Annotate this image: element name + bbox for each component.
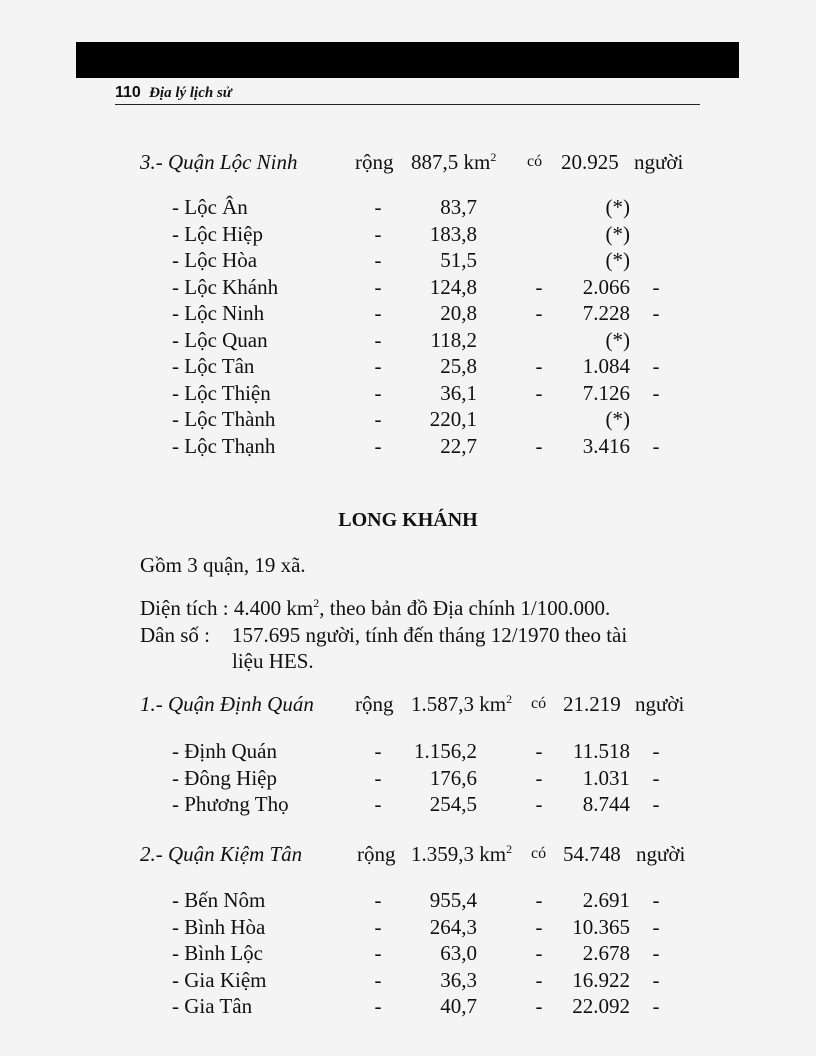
commune-area: 83,7	[440, 195, 477, 219]
trailing-separator: -	[652, 888, 660, 912]
commune-area: 220,1	[429, 407, 477, 431]
area-separator: -	[374, 914, 382, 939]
pop-separator: -	[535, 739, 543, 763]
commune-name: - Phương Thọ	[172, 792, 289, 816]
commune-population: 1.031	[582, 765, 630, 790]
commune-population: 8.744	[582, 792, 630, 816]
commune-name: - Bình Hòa	[172, 914, 266, 939]
district-area: 1.587,3 $km^2$	[411, 692, 513, 716]
pop-separator: -	[535, 792, 543, 816]
commune-area: 264,3	[429, 914, 477, 939]
trailing-separator: -	[652, 994, 660, 1018]
commune-name: - Gia Kiệm	[172, 967, 267, 992]
area-separator: -	[374, 888, 382, 912]
commune-population: 1.084	[582, 354, 630, 378]
commune-population: 3.416	[582, 433, 630, 458]
commune-name: - Bình Lộc	[172, 941, 263, 965]
commune-area: 22,7	[440, 433, 477, 458]
commune-population: (*)	[605, 327, 630, 352]
commune-area: 51,5	[440, 248, 477, 272]
commune-population: 22.092	[572, 994, 630, 1018]
commune-population: 16.922	[572, 967, 630, 992]
commune-area: 183,8	[429, 221, 477, 246]
district-population: 54.748	[563, 842, 621, 866]
pop-separator: -	[535, 274, 543, 299]
commune-name: - Đông Hiệp	[172, 765, 277, 790]
commune-population: 11.518	[573, 739, 630, 763]
commune-name: - Lộc Ninh	[172, 301, 265, 325]
commune-population: (*)	[605, 195, 630, 219]
area-separator: -	[374, 274, 382, 299]
commune-area: 63,0	[440, 941, 477, 965]
header-rule	[115, 104, 700, 105]
pop-separator: -	[535, 941, 543, 965]
province-pop-label: Dân số :	[140, 623, 210, 647]
trailing-separator: -	[652, 914, 660, 939]
commune-area: 40,7	[440, 994, 477, 1018]
district-heading-loc-ninh: 3.- Quận Lộc Ninh	[140, 150, 298, 174]
area-separator: -	[374, 380, 382, 405]
commune-name: - Lộc Hòa	[172, 248, 258, 272]
area-separator: -	[374, 248, 382, 272]
area-separator: -	[374, 941, 382, 965]
commune-population: (*)	[605, 248, 630, 272]
page-number: 110	[115, 84, 141, 101]
commune-area: 25,8	[440, 354, 477, 378]
district-pop-unit: người	[634, 150, 684, 174]
commune-population: 2.678	[582, 941, 630, 965]
pop-separator: -	[535, 888, 543, 912]
area-separator: -	[374, 301, 382, 325]
province-summary: Gồm 3 quận, 19 xã.	[140, 553, 306, 577]
pop-separator: -	[535, 354, 543, 378]
running-header	[115, 82, 232, 102]
district-population: 20.925	[561, 150, 619, 174]
district-area-prefix: rộng	[355, 692, 394, 716]
pop-separator: -	[535, 994, 543, 1018]
commune-name: - Lộc Ân	[172, 195, 248, 219]
trailing-separator: -	[652, 739, 660, 763]
trailing-separator: -	[652, 941, 660, 965]
commune-area: 20,8	[440, 301, 477, 325]
area-separator: -	[374, 195, 382, 219]
area-separator: -	[374, 221, 382, 246]
district-population: 21.219	[563, 692, 621, 716]
commune-area: 1.156,2	[414, 739, 477, 763]
commune-population: (*)	[605, 221, 630, 246]
district-pop-unit: người	[636, 842, 686, 866]
area-separator: -	[374, 994, 382, 1018]
trailing-separator: -	[652, 354, 660, 378]
trailing-separator: -	[652, 433, 660, 458]
province-area-line: Diện tích : 4.400 $km^2$, theo bản đồ Địa chính 1/100.000.	[140, 596, 611, 620]
book-title: Địa lý lịch sử	[149, 85, 232, 101]
area-separator: -	[374, 407, 382, 431]
province-title: LONG KHÁNH	[338, 509, 478, 531]
district-area-prefix: rộng	[357, 842, 396, 866]
province-pop-line1: 157.695 người, tính đến tháng 12/1970 theo tài	[232, 623, 628, 647]
commune-area: 118,2	[430, 327, 477, 352]
commune-name: - Định Quán	[172, 739, 277, 763]
area-separator: -	[374, 327, 382, 352]
commune-population: 10.365	[572, 914, 630, 939]
commune-population: 2.691	[582, 888, 630, 912]
commune-area: 36,1	[440, 380, 477, 405]
district-area-prefix: rộng	[355, 150, 394, 174]
pop-separator: -	[535, 914, 543, 939]
district-heading-dinh-quan: 1.- Quận Định Quán	[140, 692, 314, 716]
commune-name: - Gia Tân	[172, 994, 253, 1018]
commune-area: 254,5	[429, 792, 477, 816]
commune-name: - Bến Nôm	[172, 888, 266, 912]
district-area: 1.359,3 $km^2$	[411, 842, 513, 866]
top-black-bar	[76, 42, 739, 78]
pop-separator: -	[535, 765, 543, 790]
commune-area: 176,6	[429, 765, 477, 790]
commune-population: 7.126	[582, 380, 630, 405]
pop-separator: -	[535, 301, 543, 325]
province-pop-line2: liệu HES.	[232, 649, 314, 673]
trailing-separator: -	[652, 380, 660, 405]
area-separator: -	[374, 739, 382, 763]
pop-separator: -	[535, 380, 543, 405]
commune-name: - Lộc Thành	[172, 407, 276, 431]
trailing-separator: -	[652, 301, 660, 325]
commune-name: - Lộc Thạnh	[172, 433, 276, 458]
commune-population: 7.228	[582, 301, 630, 325]
area-separator: -	[374, 792, 382, 816]
district-co: có	[531, 695, 547, 712]
pop-separator: -	[535, 967, 543, 992]
commune-population: 2.066	[582, 274, 630, 299]
commune-population: (*)	[605, 407, 630, 431]
district-heading-kiem-tan: 2.- Quận Kiệm Tân	[140, 842, 303, 866]
trailing-separator: -	[652, 967, 660, 992]
area-separator: -	[374, 765, 382, 790]
area-separator: -	[374, 433, 382, 458]
commune-name: - Lộc Khánh	[172, 274, 279, 299]
area-separator: -	[374, 354, 382, 378]
commune-name: - Lộc Hiệp	[172, 221, 263, 246]
commune-name: - Lộc Thiện	[172, 380, 271, 405]
district-area: 887,5 $km^2$	[411, 150, 497, 174]
district-pop-unit: người	[635, 692, 685, 716]
trailing-separator: -	[652, 792, 660, 816]
commune-area: 955,4	[429, 888, 477, 912]
commune-area: 36,3	[440, 967, 477, 992]
trailing-separator: -	[652, 765, 660, 790]
district-co: có	[527, 153, 543, 170]
commune-name: - Lộc Quan	[172, 327, 268, 352]
pop-separator: -	[535, 433, 543, 458]
commune-name: - Lộc Tân	[172, 354, 255, 378]
district-co: có	[531, 845, 547, 862]
trailing-separator: -	[652, 274, 660, 299]
commune-area: 124,8	[429, 274, 477, 299]
area-separator: -	[374, 967, 382, 992]
